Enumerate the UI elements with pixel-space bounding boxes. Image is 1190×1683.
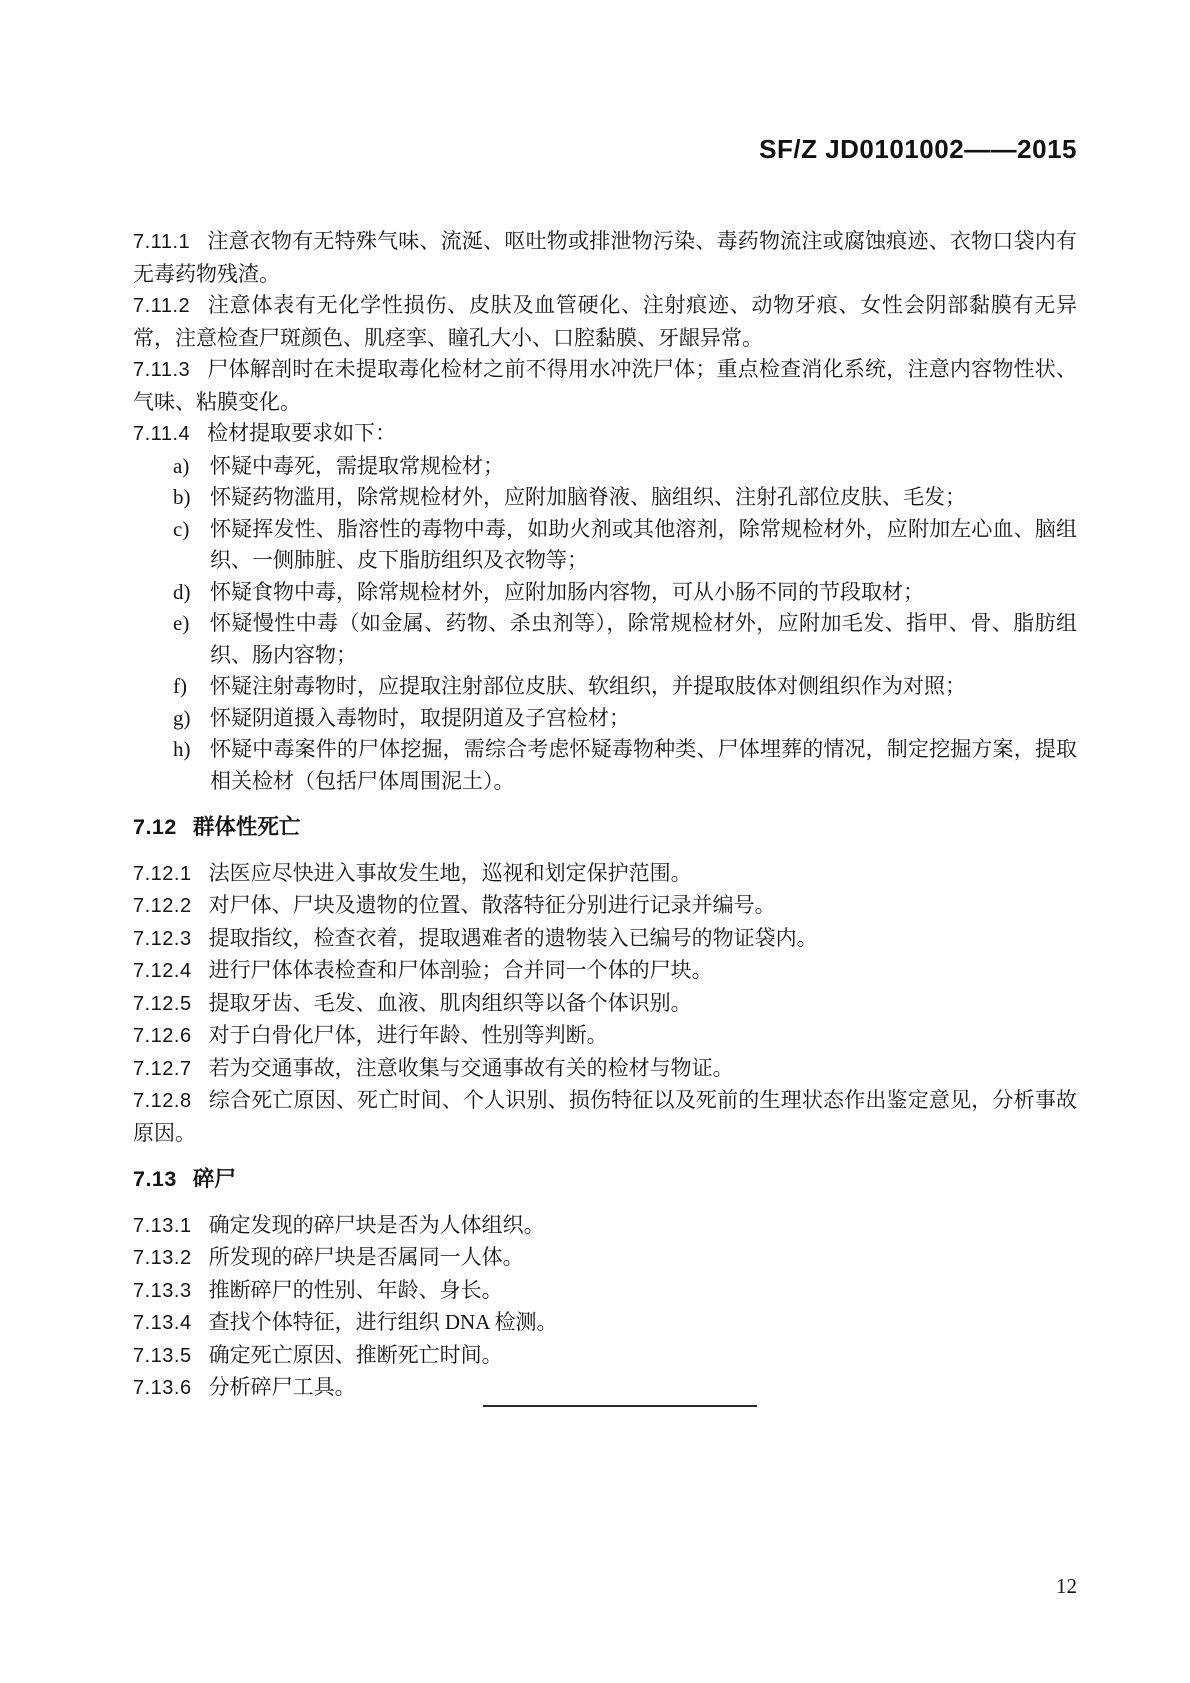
end-of-section-divider xyxy=(483,1405,757,1407)
clause-text: 提取指纹，检查衣着，提取遇难者的遗物装入已编号的物证袋内。 xyxy=(208,925,818,950)
list-item xyxy=(133,577,1077,609)
clause-text: 查找个体特征，进行组织 DNA 检测。 xyxy=(208,1310,558,1334)
section-number: 7.13 xyxy=(133,1167,177,1191)
list-item-marker: a) xyxy=(173,453,190,478)
clause-paragraph xyxy=(133,1275,1077,1308)
clause-paragraph xyxy=(133,290,1077,354)
clause-text: 若为交通事故，注意收集与交通事故有关的检材与物证。 xyxy=(208,1055,734,1080)
clause-paragraph xyxy=(133,354,1077,418)
clause-paragraph xyxy=(133,923,1077,956)
list-item-marker: g) xyxy=(173,705,191,730)
document-content xyxy=(133,226,1077,1405)
section-heading xyxy=(133,812,1077,844)
clause-number: 7.13.3 xyxy=(133,1279,192,1302)
clause-text: 检材提取要求如下： xyxy=(207,421,397,445)
list-item-marker: e) xyxy=(173,611,190,635)
clause-number: 7.11.1 xyxy=(133,231,191,253)
clause-number: 7.12.2 xyxy=(133,895,192,917)
clause-text: 所发现的碎尸块是否属同一人体。 xyxy=(208,1245,524,1269)
section-number: 7.12 xyxy=(133,815,177,839)
clause-number: 7.12.3 xyxy=(133,927,192,950)
clause-paragraph xyxy=(133,1210,1077,1243)
list-item xyxy=(133,734,1077,797)
list-item-text: 怀疑中毒案件的尸体挖掘，需综合考虑怀疑毒物种类、尸体埋葬的情况，制定挖掘方案，提取相关检材（包括尸体周围泥土）。 xyxy=(210,737,1077,793)
list-item xyxy=(133,671,1077,703)
standard-code: SF/Z JD0101002——2015 xyxy=(759,134,1077,164)
clause-paragraph xyxy=(133,858,1077,891)
clause-text: 提取牙齿、毛发、血液、肌肉组织等以备个体识别。 xyxy=(208,990,692,1015)
clause-number: 7.11.2 xyxy=(133,295,191,317)
clause-paragraph xyxy=(133,955,1077,988)
list-item xyxy=(133,514,1077,577)
clause-number: 7.11.4 xyxy=(133,423,191,445)
clause-paragraph xyxy=(133,988,1077,1021)
list-item-text: 怀疑中毒死，需提取常规检材； xyxy=(210,453,504,478)
clause-number: 7.13.4 xyxy=(133,1312,192,1334)
clause-text: 尸体解剖时在未提取毒化检材之前不得用水冲洗尸体；重点检查消化系统，注意内容物性状、气味、粘膜变化。 xyxy=(133,357,1077,414)
list-item xyxy=(133,608,1077,671)
clause-paragraph xyxy=(133,1307,1077,1340)
clause-text: 推断碎尸的性别、年龄、身长。 xyxy=(208,1277,503,1302)
clause-paragraph xyxy=(133,890,1077,923)
clause-number: 7.12.8 xyxy=(133,1090,192,1112)
clause-text: 对尸体、尸块及遗物的位置、散落特征分别进行记录并编号。 xyxy=(208,893,776,917)
list-item-text: 怀疑注射毒物时，应提取注射部位皮肤、软组织，并提取肢体对侧组织作为对照； xyxy=(210,674,966,698)
list-item-marker: d) xyxy=(173,579,191,604)
clause-text: 对于白骨化尸体，进行年龄、性别等判断。 xyxy=(208,1023,608,1047)
clause-number: 7.13.5 xyxy=(133,1344,192,1367)
section-title: 群体性死亡 xyxy=(192,815,301,839)
list-item-text: 怀疑食物中毒，除常规检材外，应附加肠内容物，可从小肠不同的节段取材； xyxy=(210,579,924,604)
clause-text: 注意衣物有无特殊气味、流涎、呕吐物或排泄物污染、毒药物流注或腐蚀痕迹、衣物口袋内有无毒药物残渣。 xyxy=(133,229,1077,286)
clause-text: 注意体表有无化学性损伤、皮肤及血管硬化、注射痕迹、动物牙痕、女性会阴部黏膜有无异常，注意检查尸斑颜色、肌痉挛、瞳孔大小、口腔黏膜、牙龈异常。 xyxy=(133,293,1077,350)
list-item-marker: h) xyxy=(173,737,191,761)
list-item-text: 怀疑挥发性、脂溶性的毒物中毒，如助火剂或其他溶剂，除常规检材外，应附加左心血、脑组织、一侧肺脏、皮下脂肪组织及衣物等； xyxy=(210,516,1077,572)
clause-number: 7.13.6 xyxy=(133,1377,192,1399)
clause-text: 确定死亡原因、推断死亡时间。 xyxy=(208,1342,503,1367)
clause-number: 7.13.2 xyxy=(133,1247,192,1269)
list-item xyxy=(133,703,1077,735)
list-item-marker: f) xyxy=(173,674,187,698)
clause-paragraph xyxy=(133,1053,1077,1086)
clause-paragraph xyxy=(133,1242,1077,1275)
clause-paragraph xyxy=(133,1020,1077,1053)
clause-paragraph xyxy=(133,418,1077,451)
clause-number: 7.11.3 xyxy=(133,359,191,381)
clause-text: 法医应尽快进入事故发生地，巡视和划定保护范围。 xyxy=(208,860,692,885)
clause-paragraph xyxy=(133,226,1077,290)
clause-number: 7.12.6 xyxy=(133,1025,192,1047)
clause-text: 分析碎尸工具。 xyxy=(208,1375,356,1399)
list-item-marker: c) xyxy=(173,516,190,541)
clause-number: 7.12.4 xyxy=(133,960,192,982)
list-item-marker: b) xyxy=(173,485,191,509)
clause-paragraph xyxy=(133,1372,1077,1405)
clause-text: 综合死亡原因、死亡时间、个人识别、损伤特征以及死前的生理状态作出鉴定意见，分析事故原因。 xyxy=(133,1088,1077,1145)
page-header xyxy=(133,134,1077,165)
clause-paragraph xyxy=(133,1085,1077,1149)
section-heading xyxy=(133,1164,1077,1196)
list-item-text: 怀疑阴道摄入毒物时，取提阴道及子宫检材； xyxy=(210,705,630,730)
list-item-text: 怀疑慢性中毒（如金属、药物、杀虫剂等），除常规检材外，应附加毛发、指甲、骨、脂肪组织、肠内容物； xyxy=(210,611,1077,667)
clause-text: 进行尸体体表检查和尸体剖验；合并同一个体的尸块。 xyxy=(208,958,713,982)
clause-text: 确定发现的碎尸块是否为人体组织。 xyxy=(208,1212,545,1237)
clause-number: 7.12.7 xyxy=(133,1057,192,1080)
section-title: 碎尸 xyxy=(192,1167,236,1191)
clause-number: 7.13.1 xyxy=(133,1214,192,1237)
list-item-text: 怀疑药物滥用，除常规检材外，应附加脑脊液、脑组织、注射孔部位皮肤、毛发； xyxy=(210,485,966,509)
clause-paragraph xyxy=(133,1340,1077,1373)
page-number: 12 xyxy=(1056,1574,1077,1598)
list-item xyxy=(133,482,1077,514)
clause-number: 7.12.5 xyxy=(133,992,192,1015)
list-item xyxy=(133,451,1077,483)
clause-number: 7.12.1 xyxy=(133,862,192,885)
